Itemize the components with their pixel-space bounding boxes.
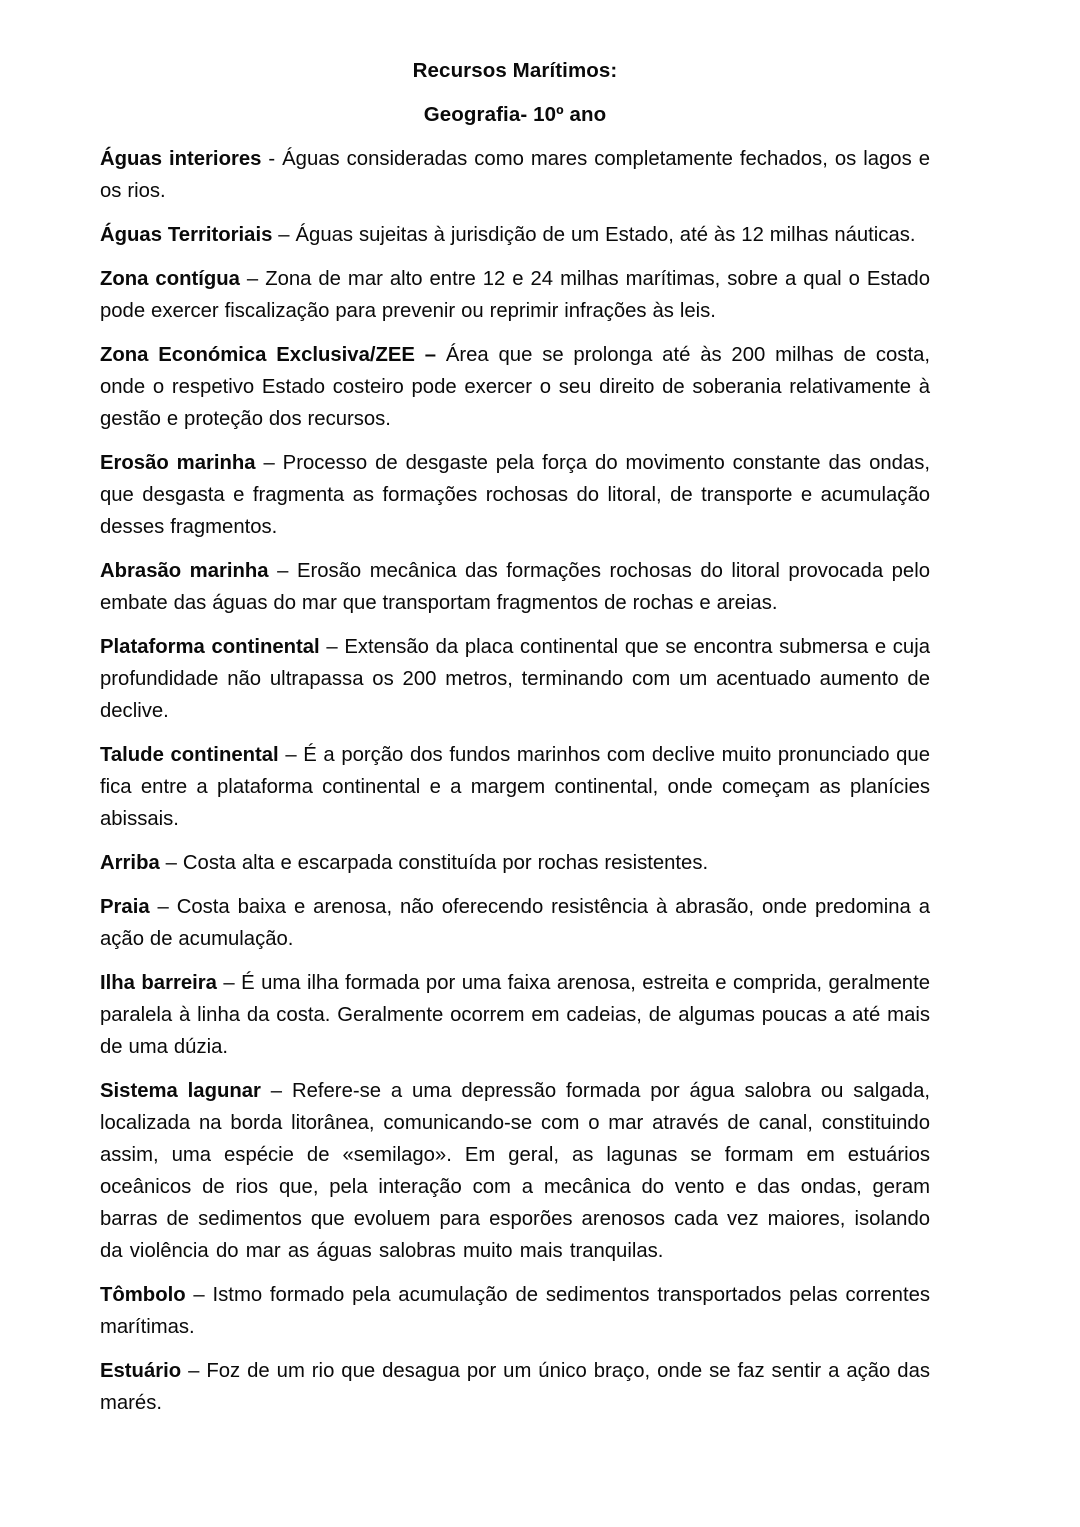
glossary-separator: – (239, 268, 266, 291)
glossary-definition: É uma ilha formada por uma faixa arenosa, estreita e comprida, geralmente paralela à linha da costa. Geralmente ocorrem em cadeias, de algumas poucas a até mais de uma dúzia. (100, 972, 930, 1059)
glossary-definition: Extensão da placa continental que se encontra submersa e cuja profundidade não ultrapassa os 200 metros, terminando com um acentuado aumento de declive. (100, 636, 930, 723)
glossary-term: Zona contígua (100, 268, 240, 291)
page-subtitle: Geografia- 10º ano (423, 102, 607, 126)
glossary-definition: Área que se prolonga até às 200 milhas de costa, onde o respetivo Estado costeiro pode exercer o seu direito de soberania relativamente à gestão e proteção dos recursos. (100, 344, 930, 431)
glossary-definition: Refere-se a uma depressão formada por água salobra ou salgada, localizada na borda litorânea, comunicando-se com o mar através de canal, constituindo assim, uma espécie de «semilago». Em geral, as lagunas se formam em estuários oceânicos de rios que, pela interação com a mecânica do vento e das ondas, geram barras de sedimentos que evoluem para esporões arenosos cada vez maiores, isolando da violência do mar as águas salobras muito mais tranquilas. (100, 1080, 930, 1263)
glossary-separator: – (185, 1284, 213, 1307)
glossary-entry (100, 739, 930, 835)
glossary-entry (100, 1355, 930, 1419)
glossary-term: Sistema lagunar (100, 1080, 261, 1103)
glossary-definition: Zona de mar alto entre 12 e 24 milhas marítimas, sobre a qual o Estado pode exercer fiscalização para prevenir ou reprimir infrações às leis. (100, 268, 930, 323)
glossary-separator: – (159, 852, 183, 875)
glossary-entry (100, 555, 930, 619)
glossary-separator: – (278, 744, 304, 767)
glossary-definition: Istmo formado pela acumulação de sedimentos transportados pelas correntes marítimas. (100, 1284, 930, 1339)
glossary-definition: Processo de desgaste pela força do movimento constante das ondas, que desgasta e fragmenta as formações rochosas do litoral, de transporte e acumulação desses fragmentos. (100, 452, 930, 539)
glossary-separator: – (414, 344, 446, 367)
glossary-list (100, 143, 930, 1419)
glossary-separator: - (261, 148, 283, 171)
glossary-definition: Costa baixa e arenosa, não oferecendo resistência à abrasão, onde predomina a ação de acumulação. (100, 896, 931, 951)
glossary-definition: Costa alta e escarpada constituída por rochas resistentes. (182, 852, 709, 875)
glossary-term: Abrasão marinha (100, 560, 269, 583)
glossary-term: Águas interiores (100, 148, 262, 171)
glossary-entry (100, 219, 930, 251)
glossary-definition: Águas sujeitas à jurisdição de um Estado, até às 12 milhas náuticas. (295, 224, 916, 247)
glossary-definition: É a porção dos fundos marinhos com declive muito pronunciado que fica entre a plataforma continental e a margem continental, onde começam as planícies abissais. (100, 744, 930, 831)
glossary-entry (100, 967, 930, 1063)
glossary-term: Tômbolo (100, 1284, 186, 1307)
glossary-term: Plataforma continental (100, 636, 320, 659)
glossary-separator: – (272, 224, 296, 247)
glossary-separator: – (319, 636, 345, 659)
glossary-entry (100, 143, 930, 207)
glossary-entry (100, 339, 930, 435)
glossary-entry (100, 631, 930, 727)
glossary-definition: Foz de um rio que desagua por um único braço, onde se faz sentir a ação das marés. (100, 1360, 930, 1415)
glossary-separator: – (255, 452, 283, 475)
glossary-entry (100, 891, 930, 955)
glossary-entry (100, 1075, 930, 1267)
glossary-term: Talude continental (100, 744, 279, 767)
document-body (100, 56, 930, 1431)
page-title: Recursos Marítimos: (412, 59, 618, 82)
glossary-definition: Erosão mecânica das formações rochosas do litoral provocada pelo embate das águas do mar que transportam fragmentos de rochas e areias. (100, 560, 930, 615)
glossary-term: Erosão marinha (100, 452, 256, 475)
glossary-term: Zona Económica Exclusiva/ZEE (100, 344, 415, 367)
glossary-term: Arriba (100, 852, 160, 875)
glossary-separator: – (181, 1360, 207, 1383)
glossary-definition: Águas consideradas como mares completamente fechados, os lagos e os rios. (100, 148, 931, 203)
glossary-entry (100, 447, 930, 543)
glossary-separator: – (268, 560, 297, 583)
glossary-separator: – (149, 896, 177, 919)
glossary-entry (100, 847, 930, 879)
glossary-term: Praia (100, 896, 150, 919)
glossary-separator: – (260, 1080, 292, 1103)
glossary-term: Ilha barreira (100, 972, 217, 995)
glossary-entry (100, 263, 930, 327)
glossary-term: Estuário (100, 1360, 182, 1383)
glossary-entry (100, 1279, 930, 1343)
glossary-term: Águas Territoriais (100, 224, 273, 247)
glossary-separator: – (216, 972, 242, 995)
